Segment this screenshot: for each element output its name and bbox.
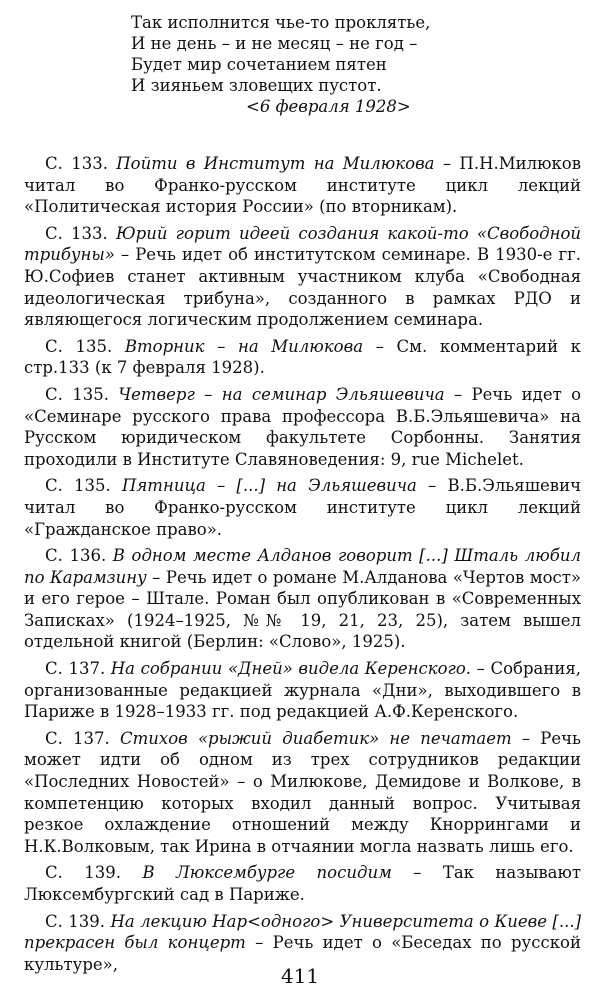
commentary-note	[24, 545, 581, 653]
poem-epigraph	[131, 12, 461, 117]
note-quote: На собрании «Дней» видела Керенского.	[110, 659, 472, 679]
note-quote: Четверг – на семинар Эльяшевича	[118, 384, 445, 404]
commentary-note	[24, 223, 581, 331]
note-reference: С. 135.	[45, 384, 109, 404]
note-reference: С. 137.	[45, 659, 106, 679]
commentary-note	[24, 658, 581, 723]
note-reference: С. 136.	[45, 546, 107, 566]
note-quote: В Люксембурге посидим	[142, 863, 392, 883]
poem-line: Так исполнится чье-то проклятье,	[131, 13, 431, 32]
commentary-note	[24, 728, 581, 858]
note-text: – Речь идет о романе М.Алданова «Чертов мост» и его герое – Штале. Роман был опубликован в «Современных Записках» (1924–1925, №№ 19, 21, 23, 25), затем вышел отдельной книгой (Берлин: «Слово», 1925).	[24, 567, 582, 652]
note-reference: С. 135.	[45, 336, 113, 356]
note-text: – См. комментарий к стр.133 (к 7 февраля 1928).	[24, 336, 581, 378]
note-quote: На лекцию Нар<одного> Университета о Киеве [...] прекрасен был концерт	[24, 911, 582, 953]
commentary-note	[24, 862, 581, 905]
note-quote: В одном месте Алданов говорит [...] Шталь любил по Карамзину	[24, 546, 581, 587]
note-text: – Речь идет о «Беседах по русской культуре»,	[24, 933, 581, 974]
note-reference: С. 133.	[45, 223, 108, 243]
note-quote: Пятница – [...] на Эльяшевича	[121, 476, 417, 496]
commentary-note	[24, 336, 581, 379]
note-reference: С. 137.	[45, 728, 110, 748]
note-reference: С. 139.	[45, 863, 122, 883]
note-reference: С. 135.	[45, 476, 111, 496]
note-quote: Юрий горит идеей создания какой-то «Свободной трибуны»	[24, 223, 582, 265]
note-text: – Речь идет о «Семинаре русского права профессора В.Б.Эльяшевича» на Русском юридическом факультете Сорбонны. Занятия проходили в Институте Славяноведения: 9, rue Michelet.	[24, 384, 582, 469]
note-text: – Речь может идти об одном из трех сотрудников редакции «Последних Новостей» – о Милюкове, Демидове и Волкове, в компетенцию которых входил данный вопрос. Учитывая резкое охлаждение отношений между Кноррингами и Н.К.Волковым, так Ирина в отчаянии могла назвать лишь его.	[24, 728, 582, 856]
commentary-note	[24, 153, 581, 218]
commentary-notes	[24, 153, 581, 980]
poem-line: И не день – и не месяц – не год –	[131, 34, 418, 53]
poem-line: И зияньем зловещих пустот.	[131, 76, 382, 95]
note-text: – Собрания, организованные редакцией журнала «Дни», выходившего в Париже в 1928–1933 гг. под редакцией А.Ф.Керенского.	[24, 659, 582, 722]
note-text: – Так называют Люксембургский сад в Париже.	[24, 863, 581, 904]
note-reference: С. 139.	[45, 911, 106, 931]
note-text: – Речь идет об институтском семинаре. В 1930-е гг. Ю.Софиев станет активным участником клуба «Свободная идеологическая трибуна», созданного в рамках РДО и являющегося логическим продолжением семинара.	[24, 245, 581, 330]
note-text: – П.Н.Милюков читал во Франко-русском институте цикл лекций «Политическая история России» (по вторникам).	[24, 154, 581, 217]
poem-line: Будет мир сочетанием пятен	[131, 55, 387, 74]
note-text: – В.Б.Эльяшевич читал во Франко-русском институте цикл лекций «Гражданское право».	[24, 476, 581, 539]
poem-date: <6 февраля 1928>	[246, 97, 411, 116]
page-number: 411	[280, 964, 320, 988]
note-quote: Стихов «рыжий диабетик» не печатает	[120, 728, 512, 748]
commentary-note	[24, 475, 581, 540]
commentary-note	[24, 384, 581, 470]
note-reference: С. 133.	[45, 154, 108, 173]
note-quote: Вторник – на Милюкова	[124, 336, 364, 356]
note-quote: Пойти в Институт на Милюкова	[116, 154, 435, 173]
